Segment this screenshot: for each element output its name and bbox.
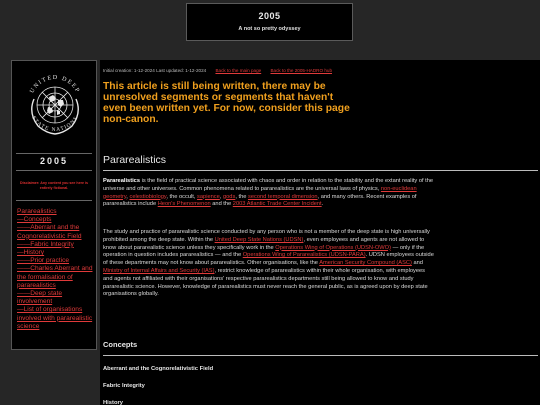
disclaimer: Disclaimer: Any content you see here is entirely fictional. — [20, 181, 88, 190]
link-udsn-para[interactable]: Operations Wing of Pararealistics (UDSN-PARA) — [242, 252, 366, 259]
link-udsn[interactable]: United Deep State Nations (UDSN) — [214, 236, 304, 243]
link-asc[interactable]: American Security Compound (ASC) — [319, 260, 412, 267]
section-heading-concepts: Concepts — [103, 340, 138, 349]
link-2003-incident[interactable]: 2003 Atlantic Trade Center Incident — [232, 201, 322, 208]
divider — [16, 200, 92, 201]
link-sapience[interactable]: sapience — [197, 193, 220, 200]
link-non-euclidean-geometry[interactable]: non-euclidean geometry — [103, 185, 417, 200]
main-content — [100, 60, 540, 405]
work-in-progress-notice: This article is still being written, there may be unresolved segments or segments that haven't even been written yet. For now, consider this page non-canon. — [103, 81, 350, 125]
table-of-contents — [17, 208, 94, 331]
toc-link-concepts[interactable]: —Concepts — [17, 216, 52, 224]
article-title: Pararealistics — [103, 154, 167, 166]
site-title: 2005 — [258, 11, 281, 21]
divider — [16, 170, 92, 171]
divider — [16, 153, 92, 154]
toc-link-formalisation[interactable]: ——Charles Aberrant and the formalisation of pararealistics — [17, 265, 93, 289]
link-gods[interactable]: gods — [222, 193, 236, 200]
back-main-page-link[interactable]: Back to the main page — [215, 68, 262, 73]
toc-link-prior-practice[interactable]: ——Prior practice — [17, 257, 70, 265]
subheading-aberrant: Aberrant and the Cognorelativistic Field — [103, 366, 214, 372]
link-celestiobiology[interactable]: celestiobiology — [129, 193, 167, 200]
title-rule — [103, 170, 538, 171]
link-heons-phenomenon[interactable]: Heon's Phenomenon — [157, 201, 211, 208]
sidebar — [11, 60, 97, 350]
udsn-seal-logo — [22, 63, 88, 143]
seal-top-text: UNITED DEEP — [29, 74, 81, 95]
subheading-history: History — [103, 400, 123, 405]
toc-link-organisations[interactable]: —List of organisations involved with pararealistic science — [17, 306, 93, 330]
toc-link-fabric-integrity[interactable]: ——Fabric Integrity — [17, 240, 74, 248]
toc-link-pararealistics[interactable]: Pararealistics — [17, 208, 57, 215]
link-ias[interactable]: Ministry of Internal Affairs and Security (IAS) — [103, 267, 215, 274]
subheading-fabric-integrity: Fabric Integrity — [103, 383, 145, 389]
toc-link-aberrant-field[interactable]: ——Aberrant and the Cognorelativistic Field — [17, 224, 82, 240]
article-paragraph-2: The study and practice of pararealistic science conducted by any person who is not a member of the deep state is high universally prohibited among the deep state. Within the United Deep State Nations (UDSN), even employees and agents are not allowed to know about pararealistic science unless they specifically work in the Operations Wing of Operations (UDSN-OWO) — only if the operation in question includes pararealistics — and the Operations Wing of Pararealistics (UDSN-PARA). UDSN employees outside of these departments may not know about pararealistics. Other organisations, like the American Security Compound (ASC) and Ministry of Internal Affairs and Security (IAS), restrict knowledge of pararealistics within their whole organisation, with employees and agents not affiliated with their organisations' respective pararealistics departments still being allowed to know and study pararealistic science. However, knowledge of pararealistics must never reach the general public, as is agreed upon by deep state organisations globally. — [103, 229, 434, 298]
article-paragraph-1: Pararealistics is the field of practical science associated with chaos and order in relation to the stability and the extant reality of the universe and other universes. Common phenomena related to pararealistics are the universal laws of physics, non-euclidean geometry, celestiobiology, the occult, sapience, gods, the second temporal dimension, and many others. Recent examples of pararealistics include Heon's Phenomenon and the 2003 Atlantic Trade Center Incident. — [103, 178, 434, 208]
last-updated: Last updated: 1-12-2024 — [156, 68, 207, 73]
creation-date: Initial creation: 1-12-2024 — [103, 68, 155, 73]
link-udsn-owo[interactable]: Operations Wing of Operations (UDSN-OWO) — [275, 244, 391, 251]
back-hub-link[interactable]: Back to the 2005-HADRO hub — [270, 68, 333, 73]
section-rule — [103, 355, 538, 356]
toc-link-deep-state[interactable]: ——Deep state involvement — [17, 290, 63, 306]
seal-bottom-text: STATE NATIONS — [30, 115, 80, 134]
link-second-temporal-dimension[interactable]: second temporal dimension — [247, 193, 318, 200]
page-meta — [103, 68, 332, 73]
toc-link-history[interactable]: —History — [17, 249, 45, 257]
site-subtitle: A not so pretty odyssey — [238, 26, 301, 32]
sidebar-year: 2005 — [39, 156, 69, 166]
site-banner — [186, 3, 353, 41]
